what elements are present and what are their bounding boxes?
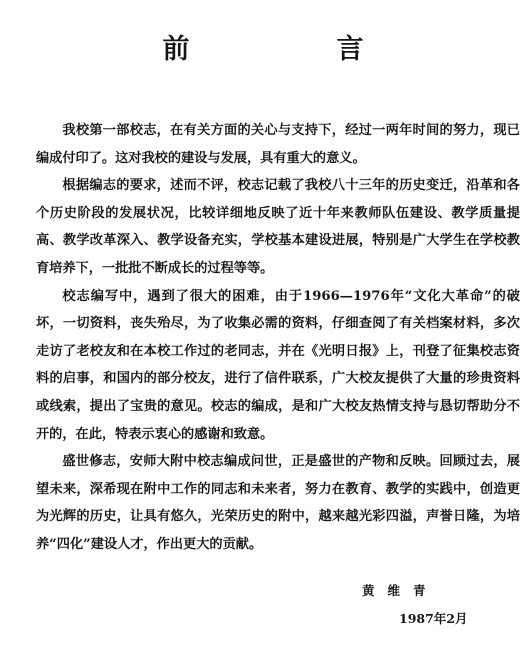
preface-body: [36, 117, 520, 559]
paragraph-2: 根据编志的要求，述而不评，校志记载了我校八十三年的历史变迁，沿革和各个历史阶段的发展状况，比较详细地反映了近十年来教师队伍建设、教学质量提高、教学改革深入、教学设备充实，学校基本建设进展，特别是广大学生在学校教育培养下，一批批不断成长的过程等等。: [36, 178, 520, 276]
paragraph-1: 我校第一部校志，在有关方面的关心与支持下，经过一两年时间的努力，现已编成付印了。这对我校的建设与发展，具有重大的意义。: [36, 123, 520, 166]
preface-date: 1987年2月: [399, 611, 468, 626]
paragraph-3: 校志编写中，遇到了很大的困难，由于1966—1976年“文化大革命”的破坏，一切资料，丧失殆尽，为了收集必需的资料，仔细查阅了有关档案材料，多次走访了老校友和在本校工作过的老同志，并在《光明日报》上，刊登了征集校志资料的启事，和国内的部分校友，进行了信件联系，广大校友提供了大量的珍贵资料或线索，提出了宝贵的意见。校志的编成，是和广大校友热情支持与恳切帮助分不开的，在此，特表示衷心的感谢和致意。: [36, 288, 520, 442]
page-title: 前 言: [162, 34, 424, 65]
paragraph-4: 盛世修志，安师大附中校志编成问世，正是盛世的产物和反映。回顾过去，展望未来，深希现在附中工作的同志和未来者，努力在教育、教学的实践中，创造更为光辉的历史，让具有悠久，光荣历史的附中，越来越光彩四溢，声誉日隆，为培养“四化”建设人才，作出更大的贡献。: [36, 454, 520, 552]
author-signature: 黄维青: [362, 583, 439, 598]
